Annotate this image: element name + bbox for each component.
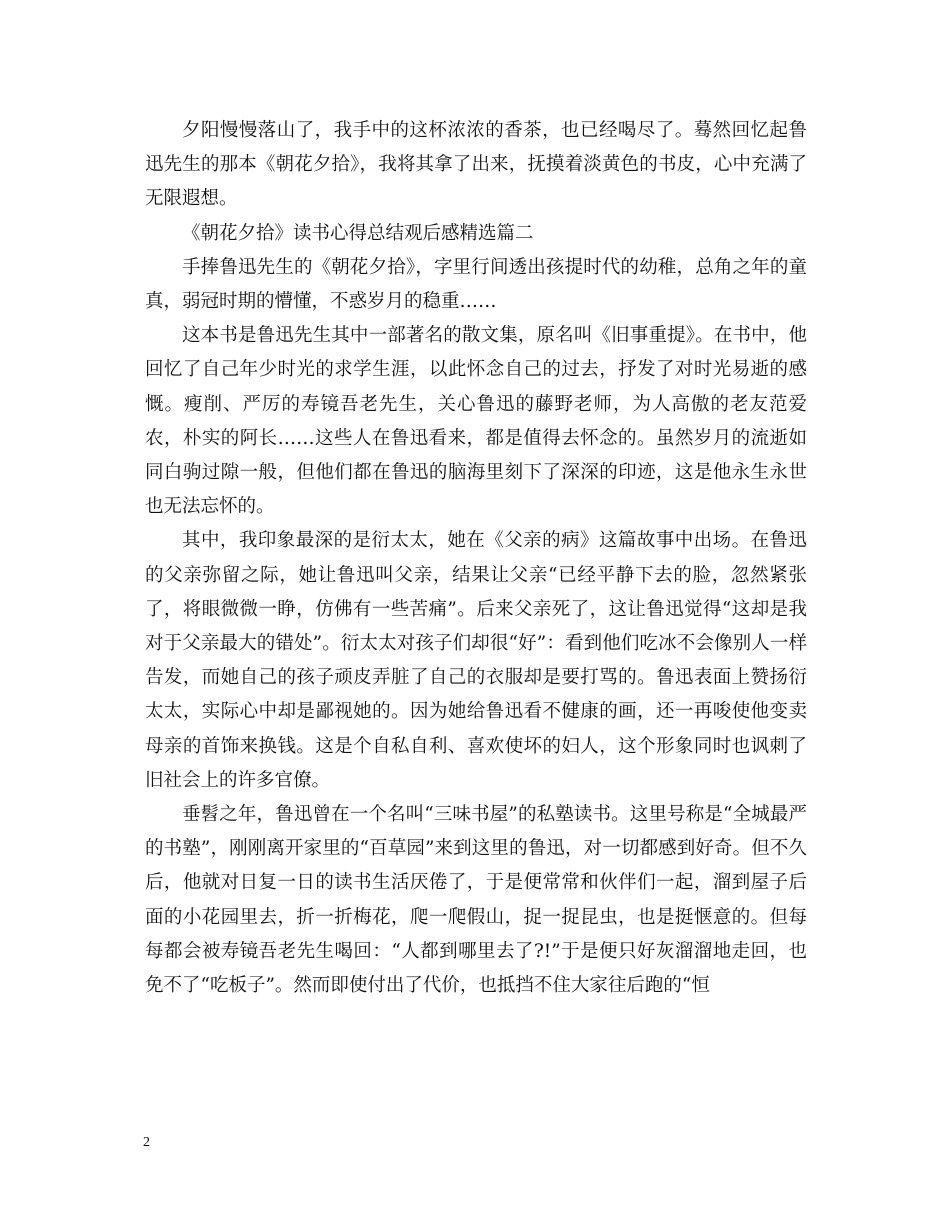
section-heading: 《朝花夕拾》读书心得总结观后感精选篇二 [182,222,534,244]
page-body [145,114,807,1003]
paragraph: 垂髫之年，鲁迅曾在一个名叫“三味书屋”的私塾读书。这里号称是“全城最严的书塾”，刚刚离开家里的“百草园”来到这里的鲁迅，对一切都感到好奇。但不久后，他就对日复一日的读书生活厌倦了，于是便常常和伙伴们一起，溜到屋子后面的小花园里去，折一折梅花，爬一爬假山，捉一捉昆虫，也是挺惬意的。但每每都会被寿镜吾老先生喝回：“人都到哪里去了?!”于是便只好灰溜溜地走回，也免不了“吃板子”。然而即使付出了代价，也抵挡不住大家往后跑的“恒 [145,804,807,997]
page-number: 2 [143,1135,150,1150]
paragraph: 手捧鲁迅先生的《朝花夕拾》，字里行间透出孩提时代的幼稚，总角之年的童真，弱冠时期的懵懂，不惑岁月的稳重…… [145,256,807,313]
paragraph: 这本书是鲁迅先生其中一部著名的散文集，原名叫《旧事重提》。在书中，他回忆了自己年少时光的求学生涯，以此怀念自己的过去，抒发了对时光易逝的感慨。瘦削、严厉的寿镜吾老先生，关心鲁迅的藤野老师，为人高傲的老友范爱农，朴实的阿长……这些人在鲁迅看来，都是值得去怀念的。虽然岁月的流逝如同白驹过隙一般，但他们都在鲁迅的脑海里刻下了深深的印迹，这是他永生永世也无法忘怀的。 [145,325,807,518]
paragraph: 夕阳慢慢落山了，我手中的这杯浓浓的香茶，也已经喝尽了。蓦然回忆起鲁迅先生的那本《朝花夕拾》，我将其拿了出来，抚摸着淡黄色的书皮，心中充满了无限遐想。 [145,120,807,210]
paragraph: 其中，我印象最深的是衍太太，她在《父亲的病》这篇故事中出场。在鲁迅的父亲弥留之际，她让鲁迅叫父亲，结果让父亲“已经平静下去的脸，忽然紧张了，将眼微微一睁，仿佛有一些苦痛”。后来父亲死了，这让鲁迅觉得“这却是我对于父亲最大的错处”。衍太太对孩子们却很“好”：看到他们吃冰不会像别人一样告发，而她自己的孩子顽皮弄脏了自己的衣服却是要打骂的。鲁迅表面上赞扬衍太太，实际心中却是鄙视她的。因为她给鲁迅看不健康的画，还一再唆使他变卖母亲的首饰来换钱。这是个自私自利、喜欢使坏的妇人，这个形象同时也讽刺了旧社会上的许多官僚。 [145,530,807,791]
